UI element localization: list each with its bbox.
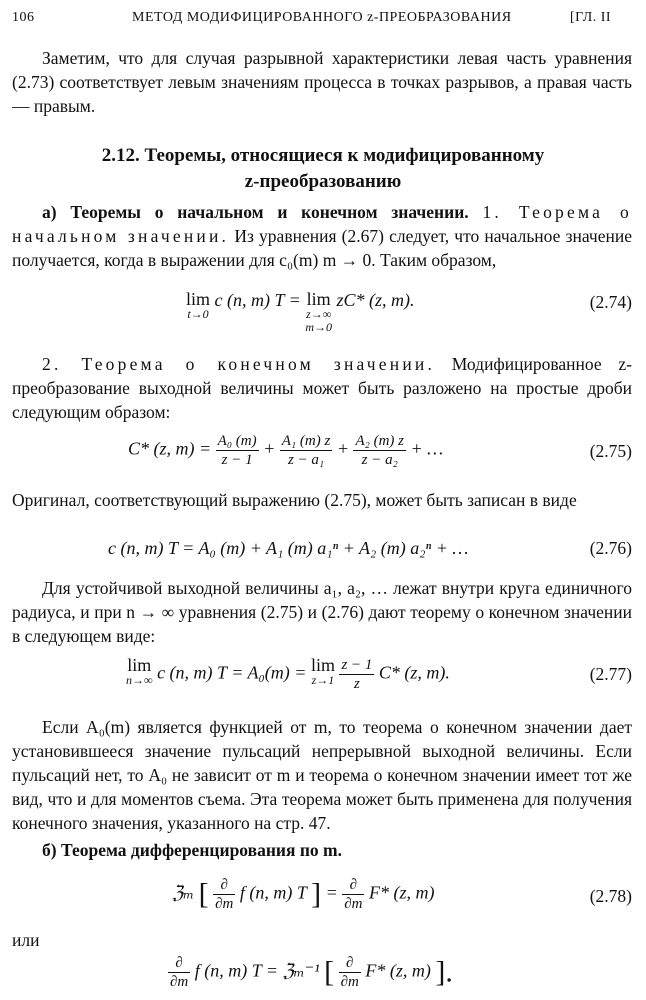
theorem-final-label: 2. Теорема о конечном значении. — [42, 354, 436, 374]
lim-label: lim — [186, 289, 211, 309]
fraction-numerator: A₀ (m) — [217, 433, 257, 449]
subsection-b-heading: б) Теорема дифференцирования по m. — [42, 840, 342, 860]
paragraph-original: Оригинал, соответствующий выражению (2.75), может быть записан в виде — [12, 490, 577, 510]
lim-label: lim — [127, 655, 152, 675]
paragraph-final-text: Модифицированное z-преобразование выходной величины может быть разложено на простые дроби следующим образом: — [12, 354, 632, 422]
fraction-denominator: z — [354, 676, 360, 692]
section-heading-line1: 2.12. Теоремы, относящиеся к модифицированному — [101, 145, 545, 166]
eq-2-74-lhs: c (n, m) T = — [214, 290, 301, 310]
lim-label: lim — [306, 289, 331, 309]
equation-2-78: ℨₘ [ $\frac{\partial}{\partial m}$ f (n, m) T ] = $\frac{\partial}{\partial m}$ F* (z, m) — [172, 877, 435, 912]
fraction-numerator: ∂ — [342, 876, 364, 895]
fraction-denominator: z − a₁ — [287, 452, 325, 468]
fraction-denominator: ∂m — [344, 896, 363, 912]
fraction-numerator: ∂ — [168, 954, 190, 973]
lim-label: lim — [310, 655, 335, 675]
equation-2-76: c (n, m) T = A₀ (m) + A₁ (m) a₁ⁿ + A₂ (m) a₂ⁿ + … — [108, 538, 469, 558]
lim-sub: z→1 — [311, 673, 335, 687]
fraction-denominator: ∂m — [215, 896, 234, 912]
fraction-numerator: z − 1 — [341, 657, 373, 673]
lim-sub: t→0 — [187, 307, 209, 321]
equation-number: (2.78) — [589, 886, 632, 906]
lim-sub: m→0 — [305, 320, 332, 334]
paragraph-steady-state: Если A₀(m) является функцией от m, то теорема о конечном значении дает установившееся значение пульсаций непрерывной выходной величины. Если пульсаций нет, то A₀ не зависит от m и теорема о конечном значении имеет тот же вид, что и для моментов съема. Эта теорема может быть применена для получения конечного значения, указанного на стр. 47. — [12, 717, 632, 833]
fraction-denominator: z − a₂ — [361, 452, 398, 468]
eq-2-75-tail: + … — [410, 438, 444, 459]
paragraph-stable: Для устойчивой выходной величины a₁, a₂, … лежат внутри круга единичного радиуса, и при n → ∞ уравнения (2.75) и (2.76) дают теорему о конечном значении в следующем виде: — [12, 578, 632, 646]
z-operator: ℨₘ — [172, 882, 195, 903]
paragraph-intro: Заметим, что для случая разрывной характеристики левая часть уравнения (2.73) соответствует левым значениям процесса в точках разрывов, а правая часть — правым. — [12, 48, 632, 116]
fraction-numerator: A₂ (m) z — [355, 433, 405, 449]
fraction-denominator: ∂m — [170, 974, 189, 990]
eq-inverse-lhs: f (n, m) T = ℨₘ⁻¹ — [194, 960, 320, 981]
page-number: 106 — [12, 10, 35, 25]
equation-number: (2.74) — [589, 292, 632, 312]
subsection-a — [12, 200, 632, 272]
equation-number: (2.75) — [589, 441, 632, 461]
equation-2-77 — [126, 656, 450, 693]
chapter-label: [ГЛ. II — [570, 10, 612, 25]
lim-sub: z→∞ — [306, 307, 332, 321]
subsection-a-heading: а) Теоремы о начальном и конечном значении. — [42, 202, 469, 222]
equation-2-74 — [186, 290, 415, 334]
running-title: МЕТОД МОДИФИЦИРОВАННОГО z-ПРЕОБРАЗОВАНИЯ — [132, 10, 512, 25]
subsection-a-text: Из уравнения (2.67) следует, что начальное значение получается, когда в выражении для c₀(m) m → 0. Таким образом, — [12, 226, 633, 270]
theorem-initial-label: 1. Теорема о начальном значении. — [12, 202, 632, 246]
equation-2-75: C* (z, m) = $\frac{\text{A₀ (m)}}{z - 1}$ + $\frac{\text{A₁ (m) z}}{\text{z − a₁}}$ + $\frac{\text{A₂ (m) z}}{\text{z − a₂}}$ + … — [128, 433, 444, 468]
eq-2-78-inner: f (n, m) T — [239, 882, 307, 903]
fraction-numerator: ∂ — [339, 954, 361, 973]
lim-sub: n→∞ — [126, 673, 153, 687]
section-heading-line2: z-преобразованию — [244, 171, 402, 192]
eq-2-77-tail: C* (z, m). — [378, 662, 450, 683]
or-word: или — [12, 930, 40, 950]
fraction-denominator: z − 1 — [221, 452, 253, 468]
equation-inverse: $\frac{\partial}{\partial m}$ f (n, m) T = ℨₘ⁻¹ [ $\frac{\partial}{\partial m}$ F* (z, m) ]. — [170, 955, 453, 990]
eq-2-75-lhs: C* (z, m) = — [128, 438, 212, 459]
paragraph-final-theorem — [12, 352, 632, 424]
eq-inverse-rhs: F* (z, m) — [365, 960, 431, 981]
fraction-numerator: ∂ — [213, 876, 235, 895]
eq-2-77-mid: c (n, m) T = A₀(m) = — [157, 662, 307, 683]
fraction-denominator: ∂m — [340, 974, 359, 990]
fraction-numerator: A₁ (m) z — [281, 433, 331, 449]
equation-number: (2.76) — [589, 538, 632, 558]
eq-2-78-rhs: F* (z, m) — [368, 882, 435, 903]
equation-number: (2.77) — [589, 664, 632, 684]
eq-2-74-rhs: zC* (z, m). — [336, 290, 415, 310]
equals-sign: = — [325, 882, 338, 903]
